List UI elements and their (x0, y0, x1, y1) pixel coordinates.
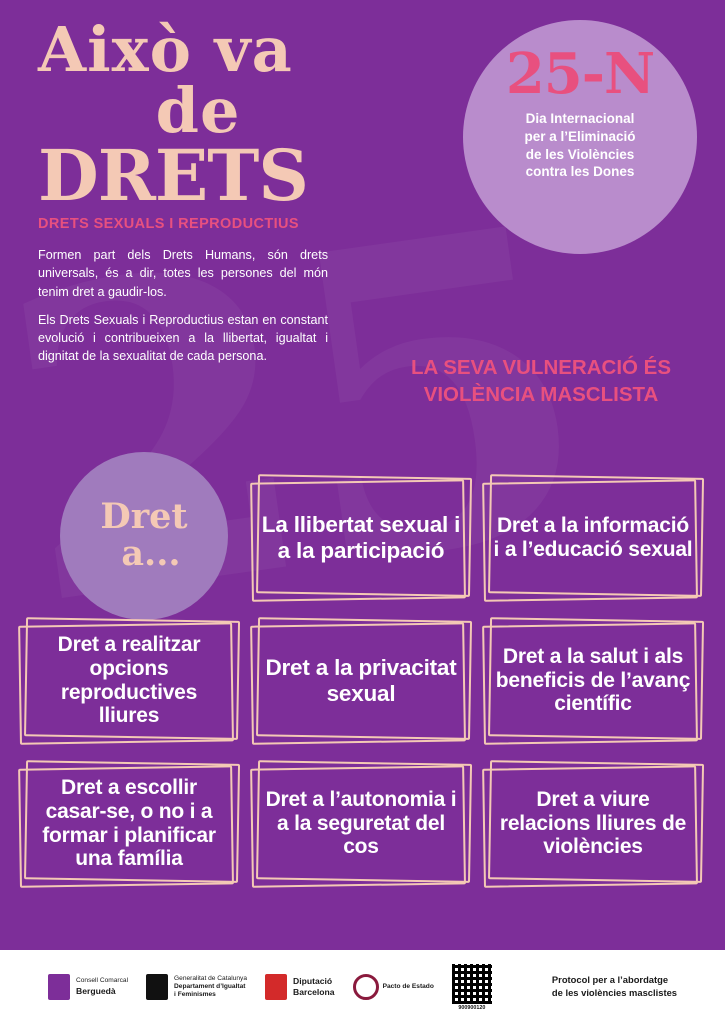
right-card (480, 613, 706, 748)
qr-block (452, 964, 492, 1011)
protocol-text (552, 974, 677, 999)
intro-text (38, 246, 328, 366)
circle-icon (353, 974, 379, 1000)
intro-paragraph-2: Els Drets Sexuals i Reproductius estan en constant evolució i contribueixen a la llibertat, igualtat i dignitat de la sexualitat de cada persona. (38, 312, 328, 364)
protocol-line-2: de les violències masclistes (551, 987, 677, 998)
badge-25n-text (512, 110, 647, 181)
logo-generalitat-catalunya (146, 974, 247, 1000)
logo-line-3: i Feminismes (174, 991, 216, 999)
logo-line-2: Berguedà (76, 985, 116, 996)
violence-claim-line-1: LA SEVA VULNERACIÓ ÉS (410, 356, 672, 379)
logo-line-1: Consell Comarcal (76, 977, 129, 985)
protocol-line-1: Protocol per a l’abordatge (551, 974, 669, 986)
badge-25n-number: 25-N (505, 41, 655, 107)
logo-line-2: Departament d’Igualtat (174, 982, 246, 990)
right-card-label: La llibertat sexual i a la participació (261, 511, 461, 563)
logo-text (293, 976, 335, 998)
title-line-3: DRETS (38, 133, 308, 217)
intro-paragraph-1: Formen part dels Drets Humans, són drets universals, és a dir, totes les persones del món tenim dret a gaudir-los. (38, 248, 328, 299)
logo-line-1: Pacto de Estado (382, 982, 434, 990)
right-card (480, 470, 706, 605)
title-line-2: de (155, 73, 241, 147)
rights-grid (16, 470, 710, 891)
logo-text (76, 977, 128, 996)
logo-text (174, 975, 247, 1000)
logo-line-1: Generalitat de Catalunya (174, 974, 247, 982)
right-card (480, 756, 706, 891)
right-card (248, 470, 474, 605)
qr-phone-number: 900900120 (458, 1004, 486, 1011)
logo-diputacio-barcelona (265, 974, 335, 1000)
diputacio-mark-icon (265, 974, 287, 1000)
right-card (248, 613, 474, 748)
violence-claim (391, 355, 691, 408)
dret-a-word-2: a... (121, 533, 181, 574)
right-card-label: Dret a escollir casar-se, o no i a formar i planificar una família (42, 775, 216, 871)
dret-a-word-1: Dret (100, 496, 188, 538)
poster-header (38, 13, 438, 376)
shield-icon (48, 974, 70, 1000)
page-title (38, 13, 438, 217)
logo-consell-comarcal-bergueda (48, 974, 128, 1000)
generalitat-mark-icon (146, 974, 168, 1000)
poster-subtitle: DRETS SEXUALS I REPRODUCTIUS (38, 216, 299, 233)
badge-25n (463, 20, 697, 254)
logo-line-2: Barcelona (293, 987, 335, 997)
logo-line-1: Diputació (293, 975, 333, 986)
footer-bar (0, 950, 725, 1024)
right-card-label: Dret a viure relacions lliures de violències (499, 787, 687, 859)
right-card-label: Dret a la salut i als beneficis de l’avanç científic (495, 644, 691, 716)
logo-pacto-de-estado (353, 974, 434, 1000)
badge-25n-line-3: de les Violències (525, 146, 635, 162)
violence-claim-line-2: VIOLÈNCIA MASCLISTA (423, 382, 659, 406)
title-line-1: Això va (38, 13, 293, 86)
badge-25n-line-2: per a l’Eliminació (524, 128, 636, 144)
qr-code-icon (452, 964, 492, 1004)
right-card-label: Dret a realitzar opcions reproductives lliures (57, 632, 201, 728)
badge-25n-line-4: contra les Dones (525, 164, 635, 180)
right-card (16, 613, 242, 748)
right-card (248, 756, 474, 891)
right-card (16, 756, 242, 891)
right-card-label: Dret a l’autonomia i a la seguretat del cos (265, 787, 457, 859)
right-card-label: Dret a la privacitat sexual (265, 654, 457, 706)
badge-25n-line-1: Dia Internacional (525, 111, 635, 126)
right-card-label: Dret a la informació i a l’educació sexual (493, 513, 693, 561)
